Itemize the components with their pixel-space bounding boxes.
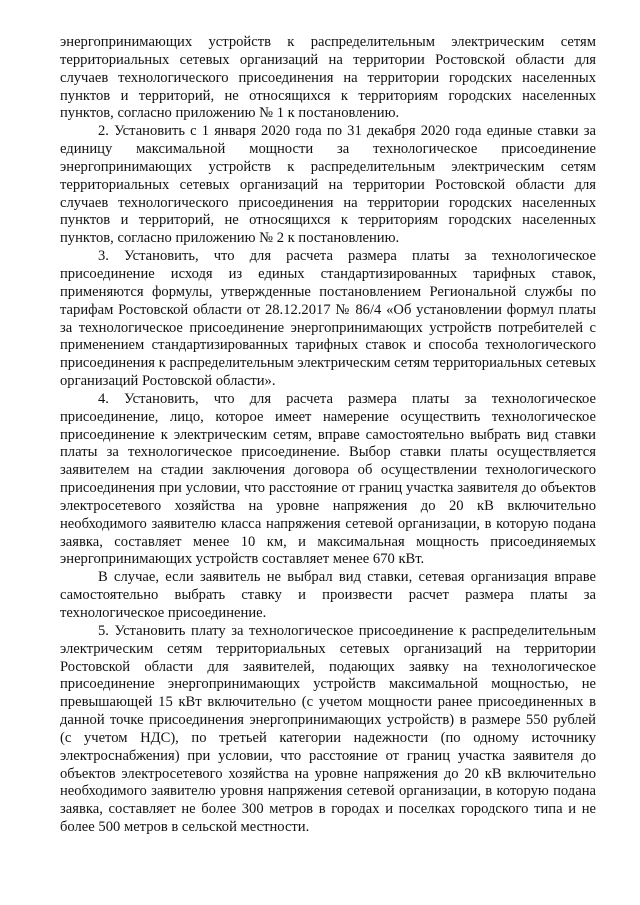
paragraph-item-3: 3. Установить, что для расчета размера платы за технологическое присоединение исходя из единых стандартизированных тарифных ставок, применяются формулы, утвержденные постановлением Региональной службы по тарифам Ростовской области от 28.12.2017 № 86/4 «Об установлении формул платы за технологическое присоединение энергопринимающих устройств потребителей с применением стандартизированных тарифных ставок и способа технологического присоединения к распределительным электрическим сетям территориальных сетевых организаций Ростовской области».: [60, 248, 596, 390]
paragraph-item-5: 5. Установить плату за технологическое присоединение к распределительным электрическим сетям территориальных сетевых организаций на территории Ростовской области для заявителей, подающих заявку на технологическое присоединение энергопринимающих устройств максимальной мощностью, не превышающей 15 кВт включительно (с учетом мощности ранее присоединенных в данной точке присоединения энергопринимающих устройств) в размере 550 рублей (с учетом НДС), по третьей категории надежности (по одному источнику электроснабжения) при условии, что расстояние от границ участка заявителя до объектов электросетевого хозяйства на уровне напряжения до 20 кВ включительно необходимого заявителю уровня напряжения сетевой организации, в которую подана заявка, составляет не более 300 метров в городах и поселках городского типа и не более 500 метров в сельской местности.: [60, 622, 596, 836]
paragraph-item-4-note: В случае, если заявитель не выбрал вид ставки, сетевая организация вправе самостоятельно выбрать ставку и произвести расчет размера платы за технологическое присоединение.: [60, 569, 596, 621]
paragraph-item-4: 4. Установить, что для расчета размера платы за технологическое присоединение, лицо, которое имеет намерение осуществить технологическое присоединение к электрическим сетям, вправе самостоятельно выбрать вид ставки платы за технологическое присоединение. Выбор ставки платы осуществляется заявителем на стадии заключения договора об осуществлении технологического присоединения при условии, что расстояние от границ участка заявителя до объектов электросетевого хозяйства на уровне напряжения до 20 кВ включительно необходимого заявителю класса напряжения сетевой организации, в которую подана заявка, составляет менее 10 км, и максимальная мощность присоединяемых энергопринимающих устройств составляет менее 670 кВт.: [60, 390, 596, 568]
paragraph-continuation: энергопринимающих устройств к распределительным электрическим сетям территориальных сетевых организаций на территории Ростовской области для случаев технологического присоединения на территории городских населенных пунктов и территорий, не относящихся к территориям городских населенных пунктов, согласно приложению № 1 к постановлению.: [60, 34, 596, 122]
document-page: [60, 34, 596, 837]
paragraph-item-2: 2. Установить с 1 января 2020 года по 31 декабря 2020 года единые ставки за единицу максимальной мощности за технологическое присоединение энергопринимающих устройств к распределительным электрическим сетям территориальных сетевых организаций на территории Ростовской области для случаев технологического присоединения на территории городских населенных пунктов и территорий, не относящихся к территориям городских населенных пунктов, согласно приложению № 2 к постановлению.: [60, 123, 596, 247]
